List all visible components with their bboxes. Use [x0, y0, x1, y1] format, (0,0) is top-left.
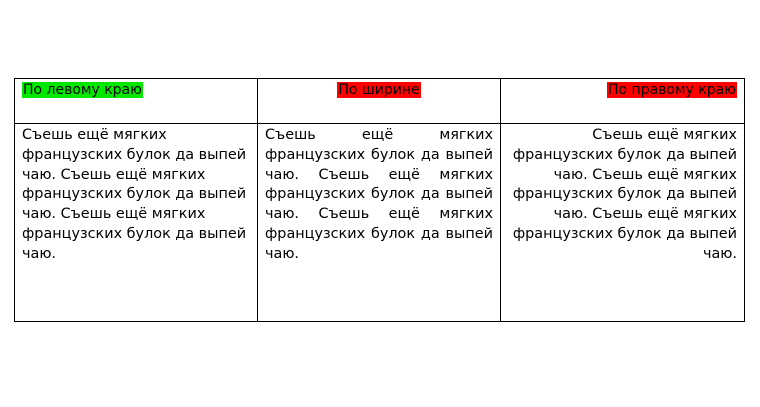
header-label-left: По левому краю: [23, 82, 142, 98]
body-cell-right: [501, 124, 745, 322]
header-cell-left: [15, 79, 258, 124]
body-cell-left: [15, 124, 258, 322]
header-label-justify: По ширине: [338, 82, 420, 98]
header-cell-right: [501, 79, 745, 124]
body-row: [15, 124, 745, 322]
header-row: [15, 79, 745, 124]
body-cell-justify: [258, 124, 501, 322]
body-text-justify: Съешь ещё мягких французских булок да выпей чаю. Съешь ещё мягких французских булок да выпей чаю. Съешь ещё мягких французских булок да выпей чаю.: [265, 127, 493, 262]
header-cell-justify: [258, 79, 501, 124]
header-label-right: По правому краю: [608, 82, 736, 98]
body-text-right: Съешь ещё мягких французских булок да выпей чаю. Съешь ещё мягких французских булок да выпей чаю. Съешь ещё мягких французских булок да выпей чаю.: [512, 127, 737, 262]
alignment-table: [14, 78, 745, 322]
body-text-left: Съешь ещё мягких французских булок да выпей чаю. Съешь ещё мягких французских булок да выпей чаю. Съешь ещё мягких французских булок да выпей чаю.: [22, 127, 247, 262]
